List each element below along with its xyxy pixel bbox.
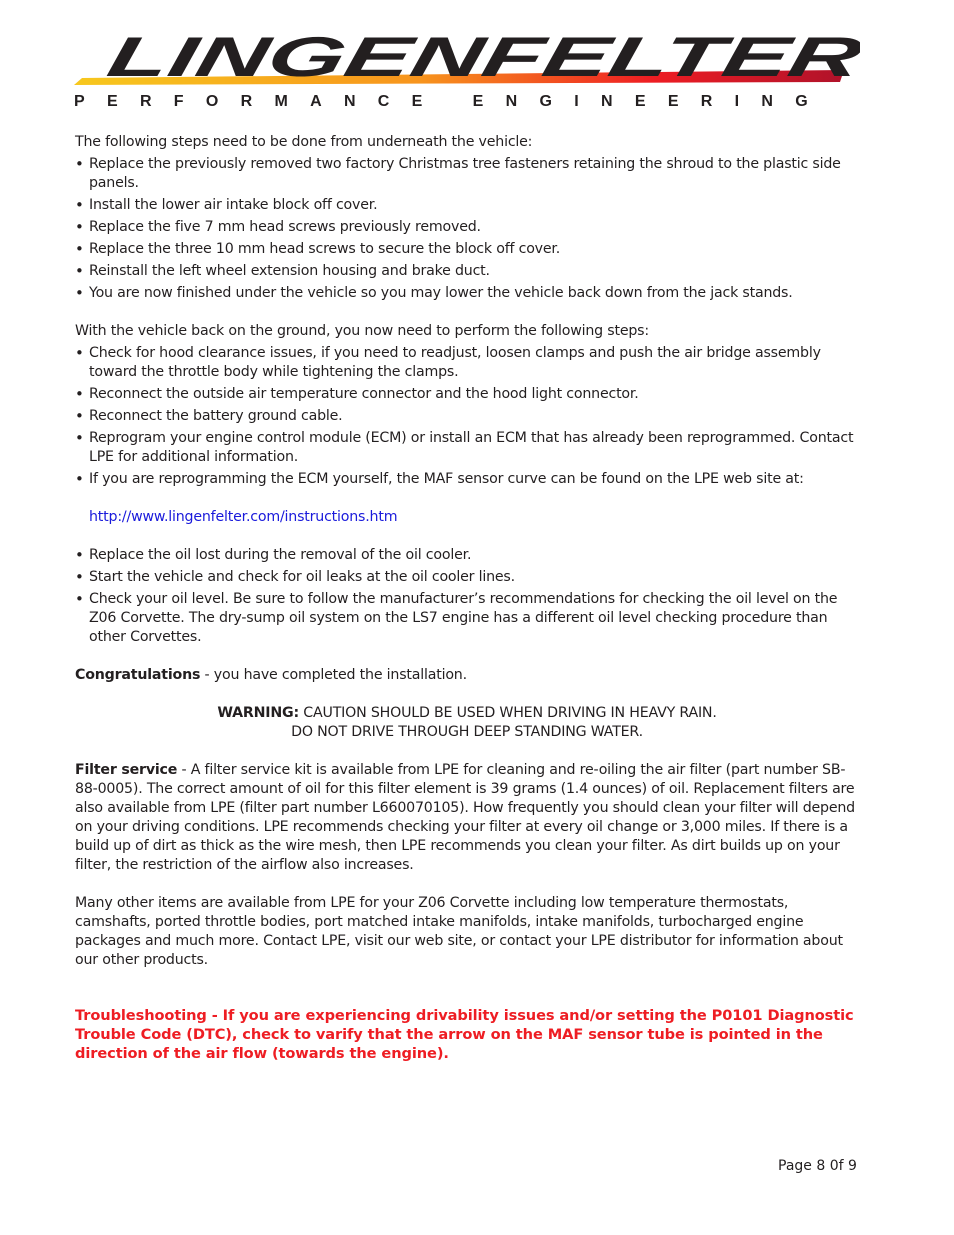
list-item: • Install the lower air intake block off cover.	[75, 196, 859, 215]
congrats-bold: Congratulations	[75, 667, 201, 683]
filter-bold: Filter service	[75, 762, 178, 778]
tagline-word: PERFORMANCE	[74, 93, 445, 110]
page-number: Page 8 0f 9	[778, 1158, 857, 1174]
list-item: • Replace the previously removed two factory Christmas tree fasteners retaining the shroud to the plastic side panels.	[75, 155, 859, 193]
logo-brand: LINGENFELTER	[102, 25, 541, 88]
tagline	[74, 94, 830, 110]
congratulations	[75, 666, 859, 685]
warning-bold: WARNING:	[217, 705, 299, 721]
document-body	[75, 133, 859, 1063]
section1-intro: The following steps need to be done from underneath the vehicle:	[75, 134, 533, 150]
list-item: • Reinstall the left wheel extension housing and brake duct.	[75, 262, 859, 281]
congrats-text: - you have completed the installation.	[200, 667, 467, 683]
warning-line1	[75, 704, 859, 723]
list-item: • Check your oil level. Be sure to follow the manufacturer’s recommendations for checking the oil level on the Z06 Corvette. The dry-sump oil system on the LS7 engine has a different oil level checking procedure than other Corvettes.	[75, 590, 859, 647]
filter-text: - A filter service kit is available from LPE for cleaning and re-oiling the air filter (part number SB-88-0005). The correct amount of oil for this filter element is 39 grams (1.4 ounces) of oil. Replacement filters are also available from LPE (filter part number L660070105). How frequently you should clean your filter will depend on your driving conditions. LPE recommends checking your filter at every oil change or 3,000 miles. If there is a build up of dirt as thick as the wire mesh, then LPE recommends you clean your filter. As dirt builds up on your filter, the restriction of the airflow also increases.	[75, 762, 855, 873]
section2-list	[75, 344, 859, 489]
list-item: • You are now finished under the vehicle so you may lower the vehicle back down from the jack stands.	[75, 284, 859, 303]
troubleshooting-note: Troubleshooting - If you are experiencing drivability issues and/or setting the P0101 Diagnostic Trouble Code (DTC), check to varify that the arrow on the MAF sensor tube is pointed in the direction of the air flow (towards the engine).	[75, 1007, 854, 1062]
list-item: • Reconnect the battery ground cable.	[75, 407, 859, 426]
warning-line2: DO NOT DRIVE THROUGH DEEP STANDING WATER.	[291, 724, 643, 740]
section2-intro: With the vehicle back on the ground, you now need to perform the following steps:	[75, 323, 649, 339]
section1-list	[75, 155, 859, 303]
list-item: • Replace the oil lost during the removal of the oil cooler.	[75, 546, 859, 565]
other-products: Many other items are available from LPE for your Z06 Corvette including low temperature thermostats, camshafts, ported throttle bodies, port matched intake manifolds, intake manifolds, turbocharged engine packages and much more. Contact LPE, visit our web site, or contact your LPE distributor for information about our other products.	[75, 895, 843, 968]
list-item: • If you are reprogramming the ECM yourself, the MAF sensor curve can be found on the LPE web site at:	[75, 470, 859, 489]
filter-service	[75, 761, 859, 875]
list-item: • Reprogram your engine control module (ECM) or install an ECM that has already been reprogrammed. Contact LPE for additional information.	[75, 429, 859, 467]
list-item: • Replace the five 7 mm head screws previously removed.	[75, 218, 859, 237]
warning-text: CAUTION SHOULD BE USED WHEN DRIVING IN HEAVY RAIN.	[298, 705, 717, 721]
section2-list-continued	[75, 546, 859, 647]
instructions-link[interactable]: http://www.lingenfelter.com/instructions.htm	[89, 509, 398, 525]
list-item: • Replace the three 10 mm head screws to secure the block off cover.	[75, 240, 859, 259]
tagline-word: ENGINEERING	[472, 93, 830, 110]
list-item: • Reconnect the outside air temperature connector and the hood light connector.	[75, 385, 859, 404]
list-item: • Start the vehicle and check for oil leaks at the oil cooler lines.	[75, 568, 859, 587]
list-item: • Check for hood clearance issues, if you need to readjust, loosen clamps and push the air bridge assembly toward the throttle body while tightening the clamps.	[75, 344, 859, 382]
